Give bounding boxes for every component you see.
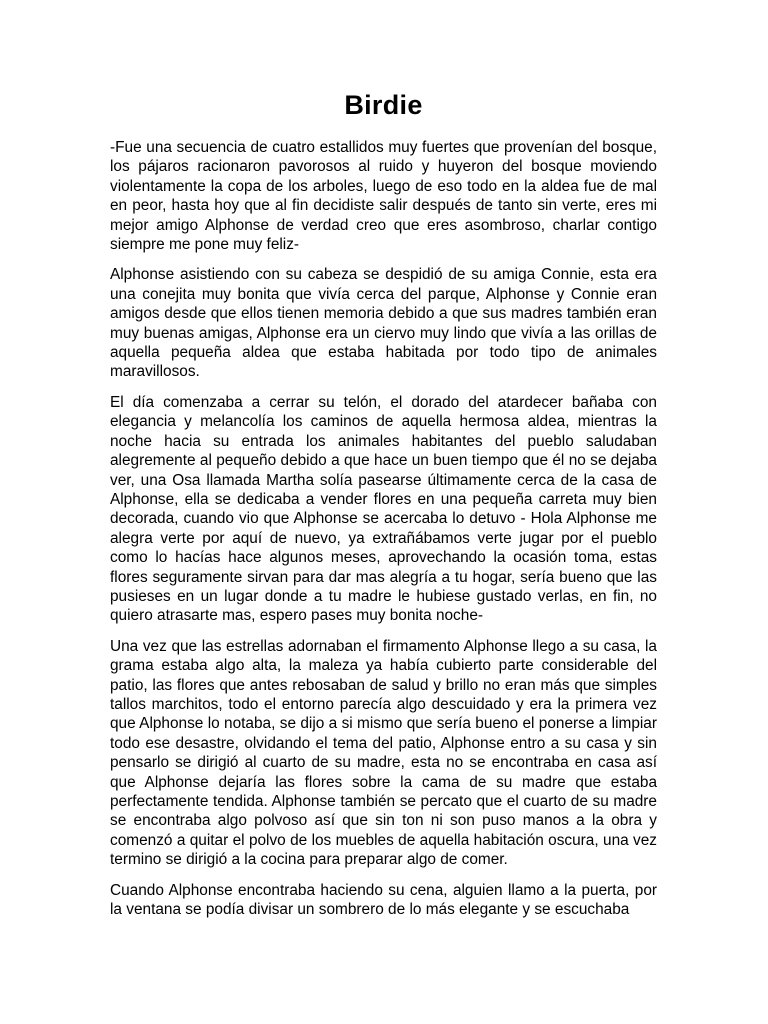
paragraph-1: -Fue una secuencia de cuatro estallidos muy fuertes que provenían del bosque, los pájaros racionaron pavorosos al ruido y huyeron del bosque moviendo violentamente la copa de los arboles, luego de eso todo en la aldea fue de mal en peor, hasta hoy que al fin decidiste salir después de tanto sin verte, eres mi mejor amigo Alphonse de verdad creo que eres asombroso, charlar contigo siempre me pone muy feliz- — [110, 139, 657, 254]
paragraph-4: Una vez que las estrellas adornaban el firmamento Alphonse llego a su casa, la grama estaba algo alta, la maleza ya había cubierto parte considerable del patio, las flores que antes rebosaban de salud y brillo no eran más que simples tallos marchitos, todo el entorno parecía algo descuidado y era la primera vez que Alphonse lo notaba, se dijo a si mismo que sería bueno el ponerse a limpiar todo ese desastre, olvidando el tema del patio, Alphonse entro a su casa y sin pensarlo se dirigió al cuarto de su madre, esta no se encontraba en casa así que Alphonse dejaría las flores sobre la cama de su madre que estaba perfectamente tendida. Alphonse también se percato que el cuarto de su madre se encontraba algo polvoso así que sin ton ni son puso manos a la obra y comenzó a quitar el polvo de los muebles de aquella habitación oscura, una vez termino se dirigió a la cocina para preparar algo de comer. — [110, 637, 657, 869]
paragraph-3: El día comenzaba a cerrar su telón, el dorado del atardecer bañaba con elegancia y melancolía los caminos de aquella hermosa aldea, mientras la noche hacia su entrada los animales habitantes del pueblo saludaban alegremente al pequeño debido a que hace un buen tiempo que él no se dejaba ver, una Osa llamada Martha solía pasearse últimamente cerca de la casa de Alphonse, ella se dedicaba a vender flores en una pequeña carreta muy bien decorada, cuando vio que Alphonse se acercaba lo detuvo - Hola Alphonse me alegra verte por aquí de nuevo, ya extrañábamos verte jugar por el pueblo como lo hacías hace algunos meses, aprovechando la ocasión toma, estas flores seguramente sirvan para dar mas alegría a tu hogar, sería bueno que las pusieses en un lugar donde a tu madre le hubiese gustado verlas, en fin, no quiero atrasarte mas, espero pases muy bonita noche- — [110, 393, 657, 625]
paragraph-2: Alphonse asistiendo con su cabeza se despidió de su amiga Connie, esta era una conejita muy bonita que vivía cerca del parque, Alphonse y Connie eran amigos desde que ellos tienen memoria debido a que sus madres también eran muy buenas amigas, Alphonse era un ciervo muy lindo que vivía a las orillas de aquella pequeña aldea que estaba habitada por todo tipo de animales maravillosos. — [110, 266, 657, 381]
paragraph-5: Cuando Alphonse encontraba haciendo su cena, alguien llamo a la puerta, por la ventana se podía divisar un sombrero de lo más elegante y se escuchaba — [110, 881, 657, 919]
document-title: Birdie — [344, 90, 423, 120]
document-page — [110, 88, 657, 930]
